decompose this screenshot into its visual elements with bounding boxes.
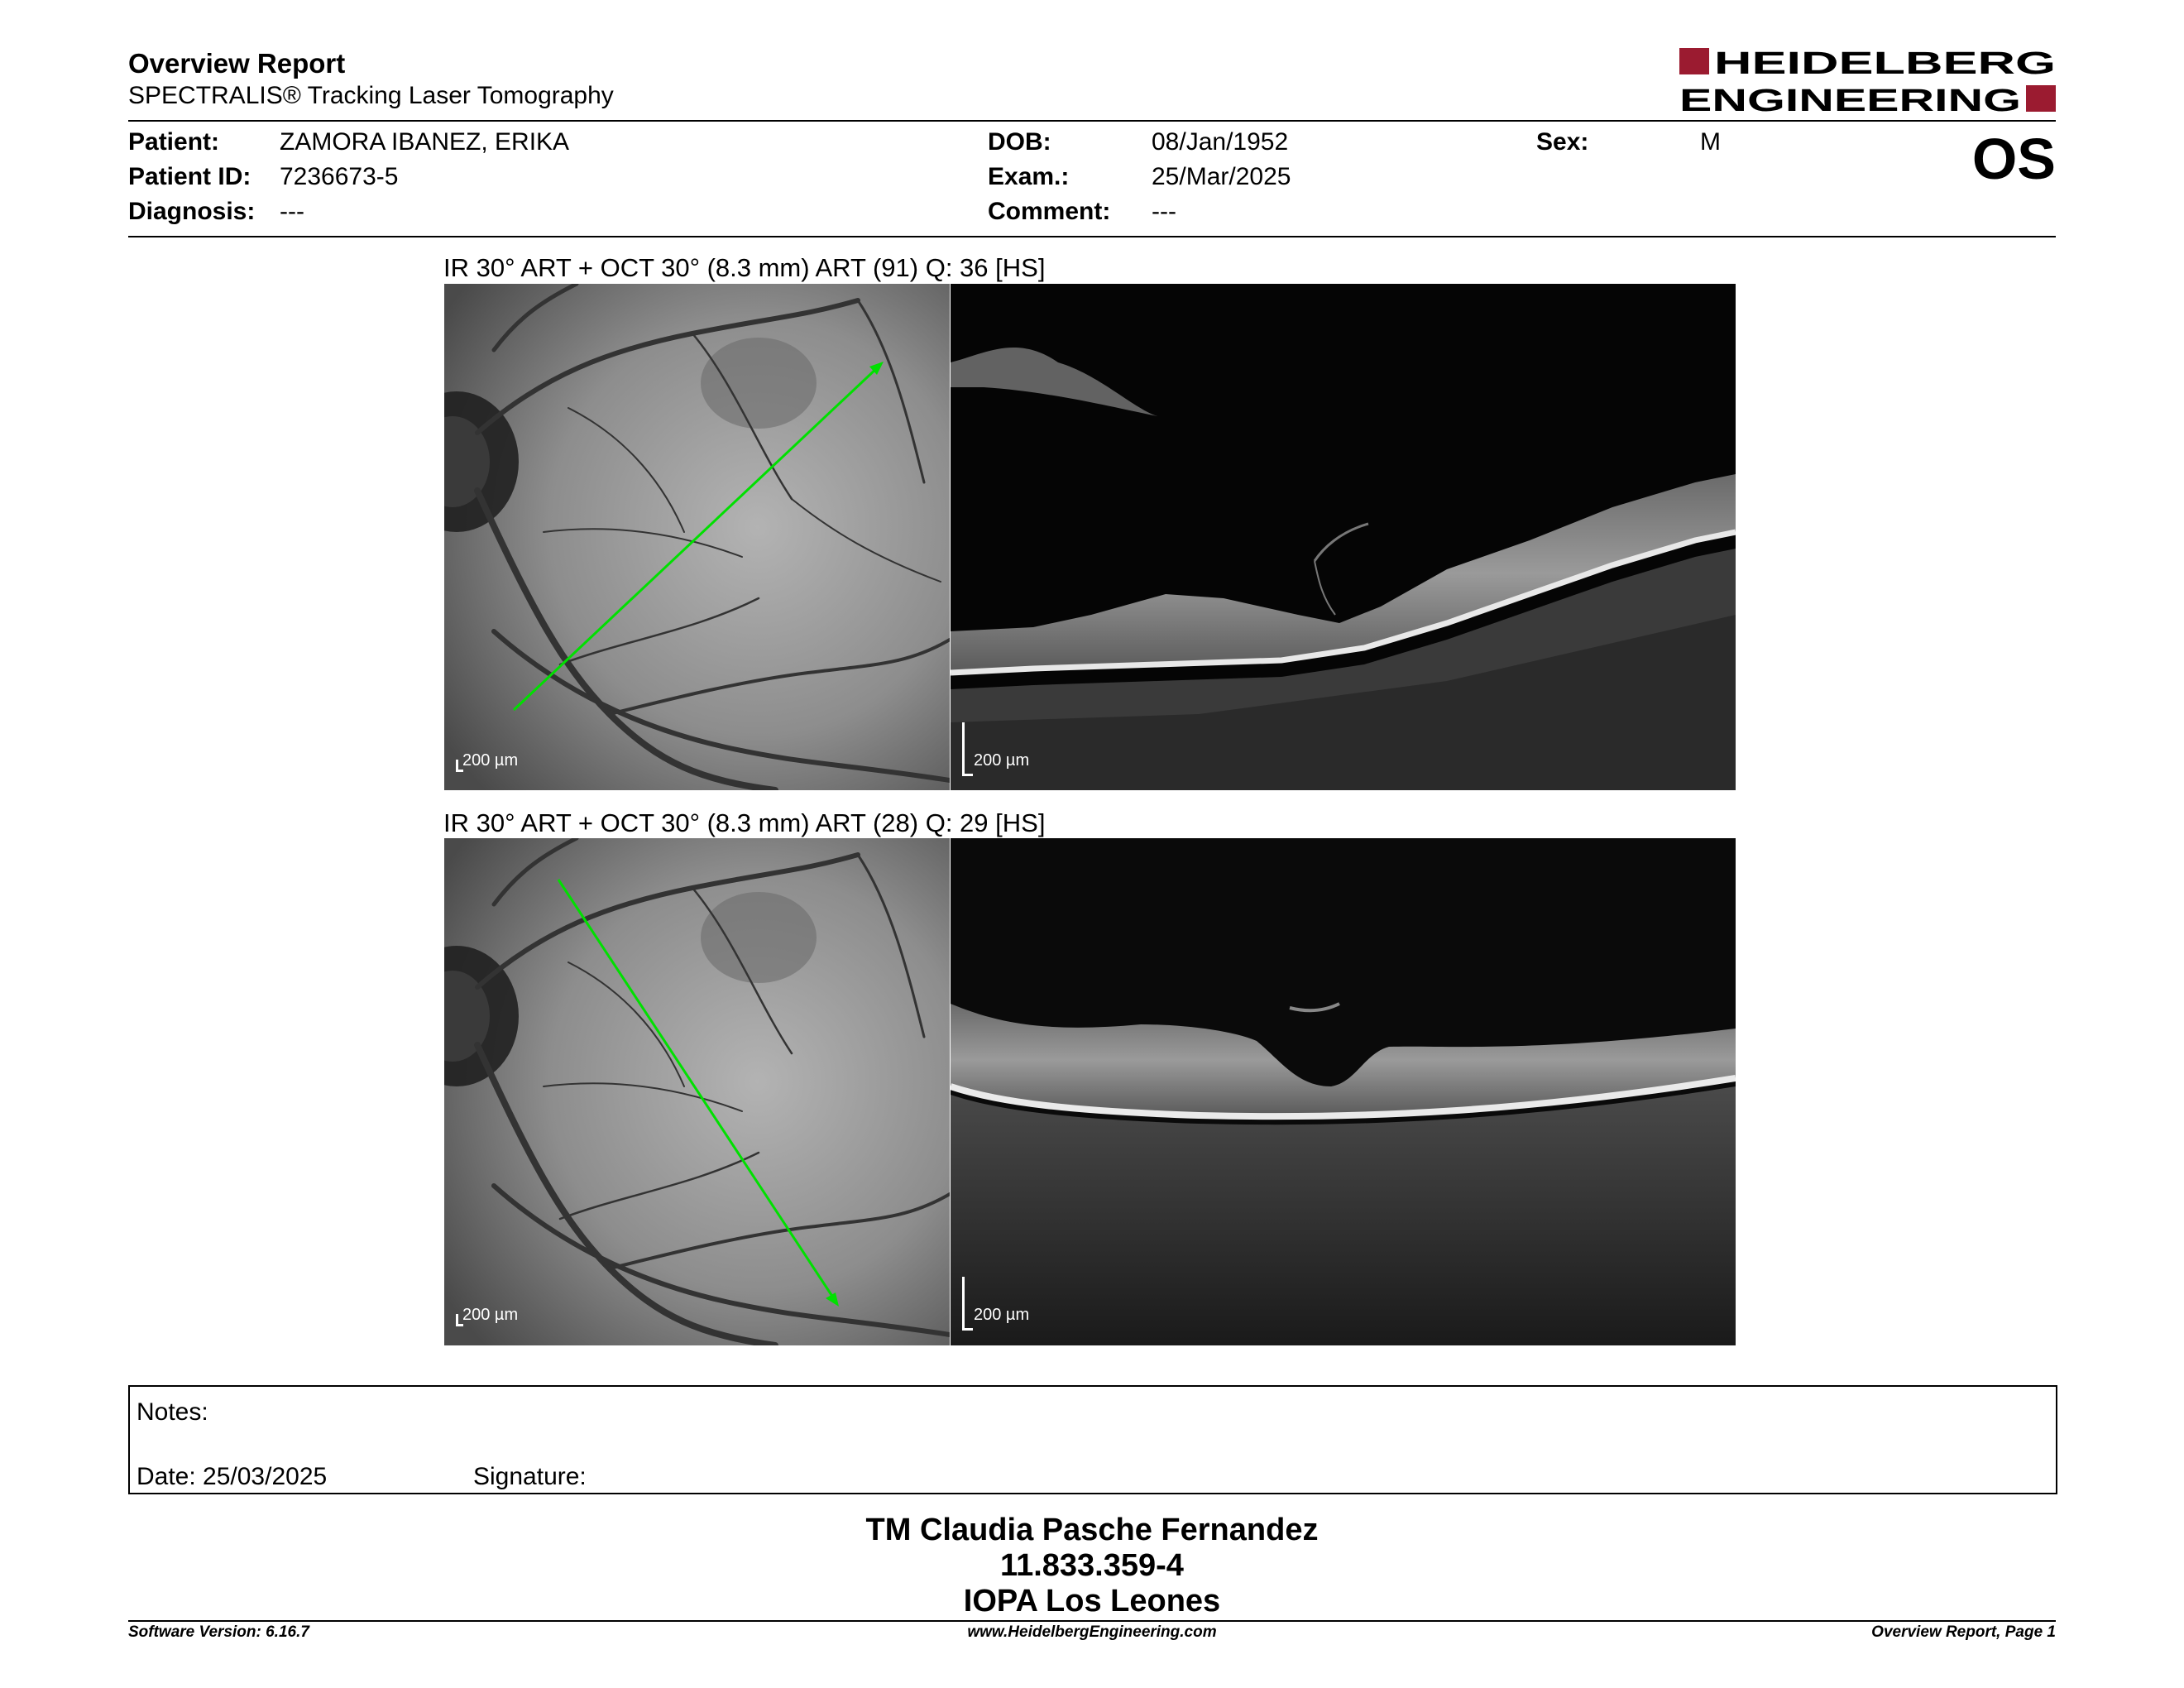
exam-label: Exam.: <box>988 163 1070 190</box>
patient-id: 7236673-5 <box>280 163 399 190</box>
patient-divider <box>128 236 2056 237</box>
dob-value: 08/Jan/1952 <box>1152 128 1289 156</box>
footer-divider <box>128 1620 2056 1622</box>
patient-label: Patient: <box>128 128 220 156</box>
software-version: Software Version: 6.16.7 <box>128 1623 309 1641</box>
comment-value: --- <box>1152 198 1176 225</box>
signature-label: Signature: <box>473 1463 587 1490</box>
ir-fundus-image-1: 200 µm <box>444 284 950 790</box>
notes-date: Date: 25/03/2025 <box>136 1463 328 1490</box>
oct-bscan-image-2: 200 µm <box>951 838 1736 1345</box>
diagnosis-value: --- <box>280 198 304 225</box>
page-number: Overview Report, Page 1 <box>1871 1623 2056 1641</box>
scan-2-caption: IR 30° ART + OCT 30° (8.3 mm) ART (28) Q: 29 [HS] <box>443 808 1046 837</box>
notes-label: Notes: <box>136 1398 208 1426</box>
logo-line1: HEIDELBERG <box>1714 46 2056 81</box>
oct-bscan-image-1: 200 µm <box>951 284 1736 790</box>
report-title: Overview Report <box>128 48 346 79</box>
ir-fundus-image-2: 200 µm <box>444 838 950 1345</box>
signatory-name: TM Claudia Pasche Fernandez <box>865 1513 1319 1547</box>
footer-website[interactable]: www.HeidelbergEngineering.com <box>967 1623 1217 1641</box>
scan-1-caption: IR 30° ART + OCT 30° (8.3 mm) ART (91) Q: 36 [HS] <box>443 253 1046 282</box>
report-subtitle: SPECTRALIS® Tracking Laser Tomography <box>128 82 614 109</box>
dob-label: DOB: <box>988 128 1051 156</box>
exam-value: 25/Mar/2025 <box>1152 163 1291 190</box>
sex-value: M <box>1700 128 1721 156</box>
diagnosis-label: Diagnosis: <box>128 198 256 225</box>
comment-label: Comment: <box>988 198 1111 225</box>
signatory-org: IOPA Los Leones <box>963 1584 1221 1618</box>
eye-indicator: OS <box>1971 127 2056 191</box>
patient-name: ZAMORA IBANEZ, ERIKA <box>280 128 570 156</box>
logo-line2: ENGINEERING <box>1679 84 2021 116</box>
patient-id-label: Patient ID: <box>128 163 251 190</box>
signatory-id: 11.833.359-4 <box>1000 1548 1184 1583</box>
heidelberg-logo <box>1679 45 2056 116</box>
header-divider <box>128 120 2056 122</box>
notes-box <box>128 1385 2057 1494</box>
sex-label: Sex: <box>1536 128 1589 156</box>
